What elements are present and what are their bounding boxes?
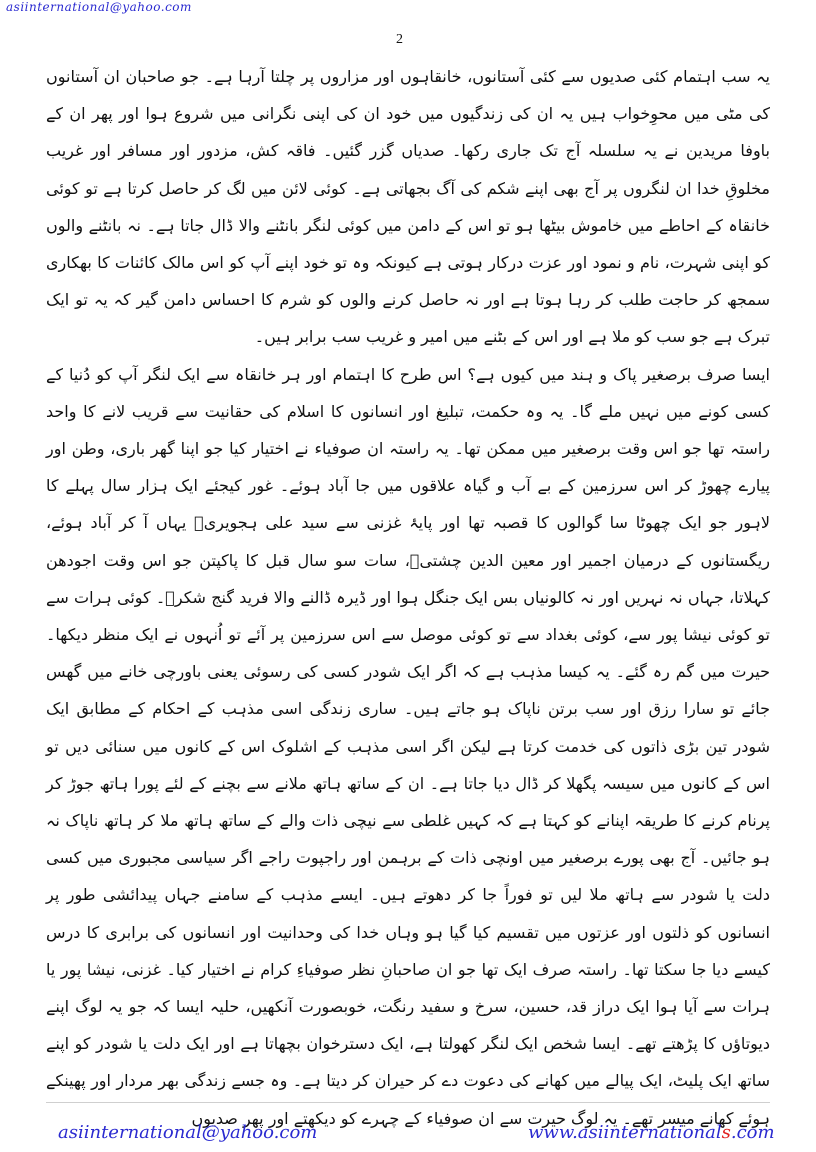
website-highlight: s bbox=[721, 1122, 731, 1143]
footer-email-link[interactable]: asiinternational@yahoo.com bbox=[58, 1122, 318, 1143]
website-suffix: .com bbox=[730, 1122, 775, 1143]
paragraph-2: ایسا صرف برصغیر پاک و ہند میں کیوں ہے؟ اس طرح کا اہتمام اور ہر خانقاہ سے ایک لنگر آپ کو دُنیا کے کسی کونے میں نہیں ملے گا۔ یہ وہ حکمت، تبلیغ اور انسانوں کا اسلام کی حقانیت سے قریب لانے کا واحد راستہ تھا جو اس وقت برصغیر میں ممکن تھا۔ یہ راستہ ان صوفیاء نے اختیار کیا جو اپنا گھر باری، وطن اور پیارے چھوڑ کر اس سرزمین کے بے آب و گیاہ علاقوں میں جا آباد ہوئے۔ غور کیجئے ایک ہزار سال پہلے کا لاہور جو ایک چھوٹا سا گوالوں کا قصبہ تھا اور پایۂ غزنی سے سید علی ہجویریؒ یہاں آ کر آباد ہوئے، ریگستانوں کے درمیان اجمیر اور معین الدین چشتیؒ، سات سو سال قبل کا پاکپتن جو اس وقت اجودھن کہلاتا، جہاں نہ نہریں اور نہ کالونیاں بس ایک جنگل ہوا اور ڈیرہ ڈالنے والا فرید گنج شکرؒ۔ کوئی ہرات سے تو کوئی نیشا پور سے، کوئی بغداد سے تو کوئی موصل سے اس سرزمین پر آئے تو اُنہوں نے ایک منظر دیکھا۔ حیرت میں گم رہ گئے۔ یہ کیسا مذہب ہے کہ اگر ایک شودر کسی کی رسوئی یعنی باورچی خانے میں گھس جائے تو سارا رزق اور سب برتن ناپاک ہو جاتے ہیں۔ ساری زندگی اسی مذہب کے احکام کے مطابق ایک شودر تین بڑی ذاتوں کی خدمت کرتا ہے لیکن اگر اسی مذہب کے اشلوک اس کے کانوں میں سنائی دیں تو اس کے کانوں میں سیسہ پگھلا کر ڈال دیا جاتا ہے۔ ان کے ساتھ ہاتھ ملانے سے بچنے کے لئے پورا ہاتھ جوڑ کر پرنام کرنے کا طریقہ اپنانے کو کہتا ہے کہ کہیں غلطی سے نیچی ذات والے کے ساتھ ہاتھ ملا کر ہاتھ ناپاک نہ ہو جائیں۔ آج بھی پورے برصغیر میں اونچی ذات کے برہمن اور راجپوت راجے اگر سیاسی مجبوری میں کسی دلت یا شودر سے ہاتھ ملا لیں تو فوراً جا کر دھوتے ہیں۔ ایسے مذہب کے سامنے جہاں پیدائشی طور پر انسانوں کو ذلتوں اور عزتوں میں تقسیم کیا گیا ہو وہاں خدا کی وحدانیت اور انسانوں کی برابری کا درس کیسے دیا جا سکتا تھا۔ راستہ صرف ایک تھا جو ان صاحبانِ نظر صوفیاءِ کرام نے اختیار کیا۔ غزنی، نیشا پور یا ہرات سے آیا ہوا ایک دراز قد، حسین، سرخ و سفید رنگت، خوبصورت آنکھیں، حلیہ ایسا کہ جو یہ لوگ اپنے دیوتاؤں کا پڑھتے تھے۔ ایسا شخص ایک لنگر کھولتا ہے، ایک دسترخوان بچھاتا ہے اور ایک دلت یا شودر کو اپنے ساتھ ایک پلیٹ، ایک پیالے میں کھانے کی دعوت دے کر حیران کر دیتا ہے۔ وہ جسے زندگی بھر مردار اور پھینکے ہوئے کھانے میسر تھے۔ یہ لوگ حیرت سے ان صوفیاء کے چہرے کو دیکھتے اور پھر صدیوں bbox=[46, 364, 771, 1128]
footer-website-link[interactable] bbox=[528, 1122, 775, 1143]
footer-divider bbox=[46, 1102, 770, 1103]
article-body bbox=[46, 58, 770, 1137]
page-number: 2 bbox=[396, 32, 403, 47]
website-prefix: www.asiinternational bbox=[528, 1122, 722, 1143]
paragraph-1: یہ سب اہتمام کئی صدیوں سے کئی آستانوں، خانقاہوں اور مزاروں پر چلتا آرہا ہے۔ جو صاحبان ان آستانوں کی مٹی میں محوِخواب ہیں یہ ان کی زندگیوں میں خود ان کی اپنی نگرانی میں شروع ہوا اور پھر ان کے باوفا مریدین نے یہ سلسلہ آج تک جاری رکھا۔ صدیاں گزر گئیں۔ فاقہ کش، مزدور اور مسافر اور غریب مخلوقِ خدا ان لنگروں پر آج بھی اپنے شکم کی آگ بجھاتی ہے۔ کوئی لائن میں لگ کر حاصل کرتا ہے تو کوئی خانقاہ کے احاطے میں خاموش بیٹھا ہو تو اس کے دامن میں کوئی لنگر بانٹنے والا ڈال جاتا ہے۔ نہ بانٹنے والوں کو اپنی شہرت، نام و نمود اور عزت درکار ہوتی ہے کیونکہ وہ تو خود اپنے آپ کو اس مالک کائنات کا بھکاری سمجھ کر حاجت طلب کر رہا ہوتا ہے اور نہ حاصل کرنے والوں کو شرم کا احساس دامن گیر کہ یہ تو ایک تبرک ہے جو سب کو ملا ہے اور اس کے بٹنے میں امیر و غریب سب برابر ہیں۔ bbox=[46, 67, 770, 347]
header-email[interactable]: asiinternational@yahoo.com bbox=[6, 0, 192, 14]
